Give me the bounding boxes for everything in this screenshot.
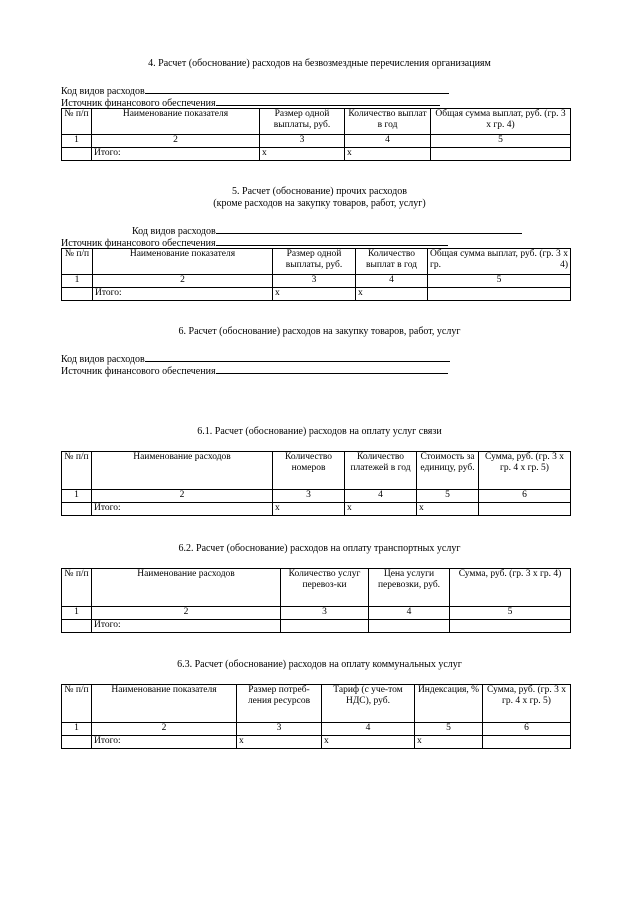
header-cell: Наименование показателя	[92, 685, 237, 723]
total-cell[interactable]: х	[322, 736, 415, 749]
header-cell: Общая сумма выплат, руб. (гр. 3 х гр. 4)	[428, 249, 571, 275]
section-6-1-title: 6.1. Расчет (обоснование) расходов на оплату услуг связи	[197, 426, 442, 437]
total-cell[interactable]: х	[260, 148, 345, 161]
table-header-row	[62, 109, 571, 135]
section-5-title: 5. Расчет (обоснование) прочих расходов	[232, 186, 407, 197]
s62-table	[61, 568, 571, 633]
section-6-2-title: 6.2. Расчет (обоснование) расходов на оплату транспортных услуг	[178, 543, 461, 554]
table-header-row	[62, 569, 571, 607]
total-cell[interactable]	[479, 503, 571, 516]
total-cell[interactable]	[428, 288, 571, 301]
number-cell: 5	[428, 275, 571, 288]
s6-code-label: Код видов расходов	[61, 354, 145, 365]
header-cell: Количество номеров	[273, 452, 345, 490]
total-cell[interactable]: х	[273, 503, 345, 516]
number-cell: 3	[273, 490, 345, 503]
header-cell: № п/п	[62, 685, 92, 723]
number-cell: 6	[479, 490, 571, 503]
table-total-row	[62, 503, 571, 516]
total-cell[interactable]	[369, 620, 450, 633]
total-cell[interactable]	[62, 148, 92, 161]
s5-source-label: Источник финансового обеспечения	[61, 238, 216, 249]
header-cell: Цена услуги перевозки, руб.	[369, 569, 450, 607]
s6-code-field[interactable]	[145, 352, 450, 362]
total-label: Итого:	[93, 288, 273, 301]
number-cell: 2	[92, 490, 273, 503]
table-total-row	[62, 736, 571, 749]
total-cell[interactable]	[281, 620, 369, 633]
s4-code-label: Код видов расходов	[61, 86, 145, 97]
total-cell[interactable]	[450, 620, 571, 633]
s4-source-field[interactable]	[216, 96, 440, 106]
number-cell: 1	[62, 275, 93, 288]
header-cell: Размер одной выплаты, руб.	[260, 109, 345, 135]
header-cell: Стоимость за единицу, руб.	[417, 452, 479, 490]
s61-table	[61, 451, 571, 516]
s4-table	[61, 108, 571, 161]
header-cell: Количество услуг перевоз-ки	[281, 569, 369, 607]
number-cell: 4	[345, 135, 431, 148]
section-4-title: 4. Расчет (обоснование) расходов на безвозмездные перечисления организациям	[148, 58, 491, 69]
header-cell: Общая сумма выплат, руб. (гр. 3 х гр. 4)	[431, 109, 571, 135]
total-cell[interactable]: х	[415, 736, 483, 749]
s6-source-line	[61, 364, 448, 377]
header-cell: Размер одной выплаты, руб.	[273, 249, 356, 275]
total-cell[interactable]: х	[237, 736, 322, 749]
number-cell: 3	[237, 723, 322, 736]
header-cell: № п/п	[62, 109, 92, 135]
s63-table	[61, 684, 571, 749]
table-number-row	[62, 135, 571, 148]
header-cell: № п/п	[62, 249, 93, 275]
number-cell: 4	[356, 275, 428, 288]
number-cell: 5	[431, 135, 571, 148]
table-header-row	[62, 452, 571, 490]
header-cell: Сумма, руб. (гр. 3 х гр. 4 х гр. 5)	[483, 685, 571, 723]
header-cell: Наименование расходов	[92, 452, 273, 490]
table-number-row	[62, 723, 571, 736]
header-cell: Количество выплат в год	[356, 249, 428, 275]
s5-code-field[interactable]	[216, 224, 522, 234]
number-cell: 2	[93, 275, 273, 288]
total-cell[interactable]: х	[345, 148, 431, 161]
section-6-title: 6. Расчет (обоснование) расходов на закупку товаров, работ, услуг	[178, 326, 461, 337]
header-cell: Наименование показателя	[93, 249, 273, 275]
total-label: Итого:	[92, 620, 281, 633]
number-cell: 5	[450, 607, 571, 620]
number-cell: 3	[273, 275, 356, 288]
number-cell: 1	[62, 607, 92, 620]
total-cell[interactable]	[62, 620, 92, 633]
table-header-row	[62, 685, 571, 723]
s6-source-label: Источник финансового обеспечения	[61, 366, 216, 377]
number-cell: 4	[322, 723, 415, 736]
header-cell: Сумма, руб. (гр. 3 х гр. 4)	[450, 569, 571, 607]
table-number-row	[62, 275, 571, 288]
s6-source-field[interactable]	[216, 364, 448, 374]
table-header-row	[62, 249, 571, 275]
number-cell: 3	[281, 607, 369, 620]
number-cell: 6	[483, 723, 571, 736]
header-cell: № п/п	[62, 452, 92, 490]
number-cell: 1	[62, 490, 92, 503]
total-cell[interactable]	[431, 148, 571, 161]
table-total-row	[62, 620, 571, 633]
header-cell: Наименование показателя	[92, 109, 260, 135]
total-cell[interactable]	[62, 736, 92, 749]
table-number-row	[62, 607, 571, 620]
number-cell: 4	[345, 490, 417, 503]
table-total-row	[62, 288, 571, 301]
header-cell: Тариф (с уче-том НДС), руб.	[322, 685, 415, 723]
header-cell: Сумма, руб. (гр. 3 х гр. 4 х гр. 5)	[479, 452, 571, 490]
number-cell: 2	[92, 607, 281, 620]
s5-code-label: Код видов расходов	[132, 226, 216, 237]
number-cell: 2	[92, 723, 237, 736]
table-total-row	[62, 148, 571, 161]
header-cell: Размер потреб-ления ресурсов	[237, 685, 322, 723]
table-number-row	[62, 490, 571, 503]
section-5-subtitle: (кроме расходов на закупку товаров, работ, услуг)	[213, 198, 426, 209]
total-cell[interactable]	[62, 288, 93, 301]
total-cell[interactable]: х	[417, 503, 479, 516]
total-cell[interactable]	[483, 736, 571, 749]
number-cell: 3	[260, 135, 345, 148]
header-cell: Количество выплат в год	[345, 109, 431, 135]
total-cell[interactable]: х	[273, 288, 356, 301]
total-label: Итого:	[92, 503, 273, 516]
s4-code-field[interactable]	[145, 84, 449, 94]
number-cell: 1	[62, 135, 92, 148]
number-cell: 1	[62, 723, 92, 736]
total-cell[interactable]	[62, 503, 92, 516]
total-label: Итого:	[92, 148, 260, 161]
header-cell: Наименование расходов	[92, 569, 281, 607]
total-cell[interactable]: х	[356, 288, 428, 301]
number-cell: 5	[417, 490, 479, 503]
s4-source-label: Источник финансового обеспечения	[61, 98, 216, 109]
s5-source-field[interactable]	[216, 236, 448, 246]
number-cell: 2	[92, 135, 260, 148]
s5-table	[61, 248, 571, 301]
total-cell[interactable]: х	[345, 503, 417, 516]
section-6-3-title: 6.3. Расчет (обоснование) расходов на оплату коммунальных услуг	[177, 659, 462, 670]
header-cell: Индексация, %	[415, 685, 483, 723]
header-cell: № п/п	[62, 569, 92, 607]
number-cell: 4	[369, 607, 450, 620]
total-label: Итого:	[92, 736, 237, 749]
number-cell: 5	[415, 723, 483, 736]
header-cell: Количество платежей в год	[345, 452, 417, 490]
